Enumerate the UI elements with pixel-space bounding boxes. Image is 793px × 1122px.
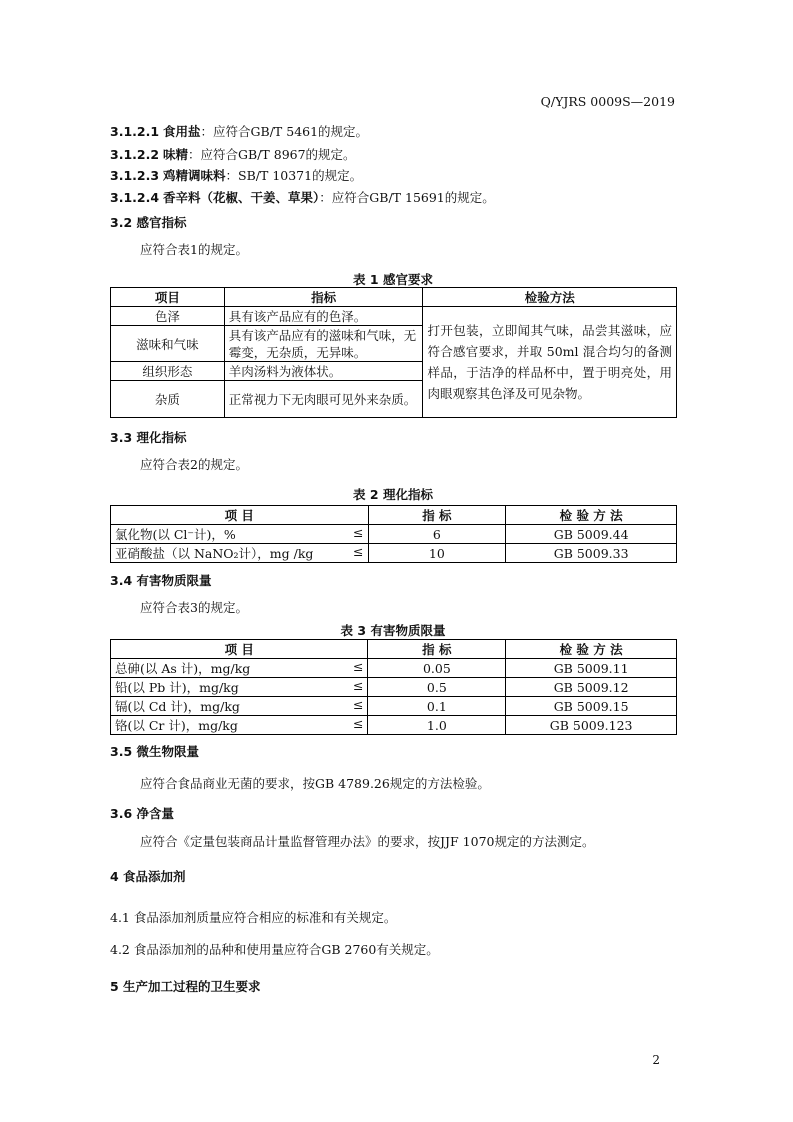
- section-4-2: 4.2 食品添加剂的品种和使用量应符合GB 2760有关规定。: [110, 942, 439, 957]
- table2-caption: 表 2 理化指标: [353, 487, 433, 502]
- table3-cell-item: [111, 659, 368, 678]
- table1-header-item: 项目: [111, 288, 225, 307]
- clause-term: 鸡精调味料: [163, 168, 226, 183]
- le-symbol: ≤: [353, 525, 364, 540]
- table2-header-item: 项 目: [111, 506, 369, 525]
- table3-cell-method: GB 5009.15: [506, 697, 677, 716]
- section-3-5-title: 3.5 微生物限量: [110, 744, 199, 759]
- document-code: Q/YJRS 0009S—2019: [540, 94, 675, 109]
- clause-number: 3.1.2.2: [110, 147, 160, 162]
- clause-3-1-2-3: [110, 166, 362, 184]
- table3-cell-value: 0.5: [368, 678, 506, 697]
- le-symbol: ≤: [353, 678, 364, 693]
- section-3-5-body: 应符合食品商业无菌的要求，按GB 4789.26规定的方法检验。: [140, 776, 490, 791]
- clause-3-1-2-1: [110, 122, 368, 140]
- clause-term: 食用盐: [163, 124, 201, 139]
- le-symbol: ≤: [353, 716, 364, 731]
- section-3-4-body: 应符合表3的规定。: [140, 600, 248, 615]
- item-label: 亚硝酸盐（以 NaNO₂计），mg /kg: [115, 546, 314, 561]
- section-4-1: 4.1 食品添加剂质量应符合相应的标准和有关规定。: [110, 910, 397, 925]
- item-label: 总砷(以 As 计)，mg/kg: [115, 661, 251, 676]
- section-3-6-body: 应符合《定量包装商品计量监督管理办法》的要求，按JJF 1070规定的方法测定。: [140, 834, 595, 849]
- table3-cell-value: 1.0: [368, 716, 506, 735]
- table3-cell-value: 0.05: [368, 659, 506, 678]
- table1-header-indicator: 指标: [224, 288, 423, 307]
- section-3-4-title: 3.4 有害物质限量: [110, 573, 212, 588]
- table1-cell-item: 组织形态: [111, 362, 225, 381]
- table1-sensory: [110, 287, 677, 418]
- section-4-title: 4 食品添加剂: [110, 869, 186, 884]
- item-label: 铅(以 Pb 计)，mg/kg: [115, 680, 239, 695]
- le-symbol: ≤: [353, 544, 364, 559]
- table2-header-method: 检 验 方 法: [506, 506, 677, 525]
- table2-cell-method: GB 5009.44: [506, 525, 677, 544]
- table1-cell-indicator: 具有该产品应有的滋味和气味，无霉变，无杂质，无异味。: [224, 326, 423, 362]
- clause-number: 3.1.2.4: [110, 190, 160, 205]
- clause-term: 香辛料（花椒、干姜、草果）: [163, 190, 320, 205]
- table3-header-method: 检 验 方 法: [506, 640, 677, 659]
- table3-harmful-substances: [110, 639, 677, 735]
- item-label: 镉(以 Cd 计)，mg/kg: [115, 699, 240, 714]
- table3-cell-item: [111, 678, 368, 697]
- le-symbol: ≤: [353, 697, 364, 712]
- section-5-title: 5 生产加工过程的卫生要求: [110, 979, 261, 994]
- table3-cell-method: GB 5009.123: [506, 716, 677, 735]
- table3-cell-method: GB 5009.11: [506, 659, 677, 678]
- section-3-3-body: 应符合表2的规定。: [140, 457, 248, 472]
- table1-cell-item: 滋味和气味: [111, 326, 225, 362]
- table3-header-indicator: 指 标: [368, 640, 506, 659]
- table2-cell-value: 10: [368, 544, 506, 563]
- table3-cell-value: 0.1: [368, 697, 506, 716]
- clause-term: 味精: [163, 147, 189, 162]
- item-label: 氯化物(以 Cl⁻计)，%: [115, 527, 236, 542]
- table3-cell-item: [111, 697, 368, 716]
- clause-number: 3.1.2.1: [110, 124, 160, 139]
- clause-3-1-2-4: [110, 188, 495, 206]
- table1-cell-indicator: 正常视力下无肉眼可见外来杂质。: [224, 381, 423, 418]
- table2-cell-value: 6: [368, 525, 506, 544]
- table1-header-method: 检验方法: [423, 288, 677, 307]
- clause-text: ：应符合GB/T 5461的规定。: [200, 124, 369, 139]
- clause-text: ：应符合GB/T 15691的规定。: [319, 190, 495, 205]
- table1-cell-item: 色泽: [111, 307, 225, 326]
- table2-cell-method: GB 5009.33: [506, 544, 677, 563]
- page-number: 2: [652, 1053, 660, 1067]
- table1-cell-item: 杂质: [111, 381, 225, 418]
- clause-3-1-2-2: [110, 145, 356, 163]
- table1-cell-method: 打开包装，立即闻其气味，品尝其滋味，应符合感官要求，并取 50ml 混合均匀的备测样品，于洁净的样品杯中，置于明亮处，用肉眼观察其色泽及可见杂物。: [423, 307, 677, 418]
- clause-text: ：SB/T 10371的规定。: [225, 168, 363, 183]
- section-3-3-title: 3.3 理化指标: [110, 430, 187, 445]
- table1-cell-indicator: 具有该产品应有的色泽。: [224, 307, 423, 326]
- table1-cell-indicator: 羊肉汤料为液体状。: [224, 362, 423, 381]
- table1-caption: 表 1 感官要求: [353, 272, 433, 287]
- clause-number: 3.1.2.3: [110, 168, 160, 183]
- table3-cell-method: GB 5009.12: [506, 678, 677, 697]
- table2-cell-item: [111, 544, 369, 563]
- item-label: 铬(以 Cr 计)，mg/kg: [115, 718, 238, 733]
- section-3-2-title: 3.2 感官指标: [110, 215, 187, 230]
- section-3-6-title: 3.6 净含量: [110, 806, 174, 821]
- table2-header-indicator: 指 标: [368, 506, 506, 525]
- table3-header-item: 项 目: [111, 640, 368, 659]
- table3-caption: 表 3 有害物质限量: [340, 623, 446, 638]
- table3-cell-item: [111, 716, 368, 735]
- le-symbol: ≤: [353, 659, 364, 674]
- table2-physicochemical: [110, 505, 677, 563]
- clause-text: ：应符合GB/T 8967的规定。: [188, 147, 356, 162]
- table2-cell-item: [111, 525, 369, 544]
- section-3-2-body: 应符合表1的规定。: [140, 242, 248, 257]
